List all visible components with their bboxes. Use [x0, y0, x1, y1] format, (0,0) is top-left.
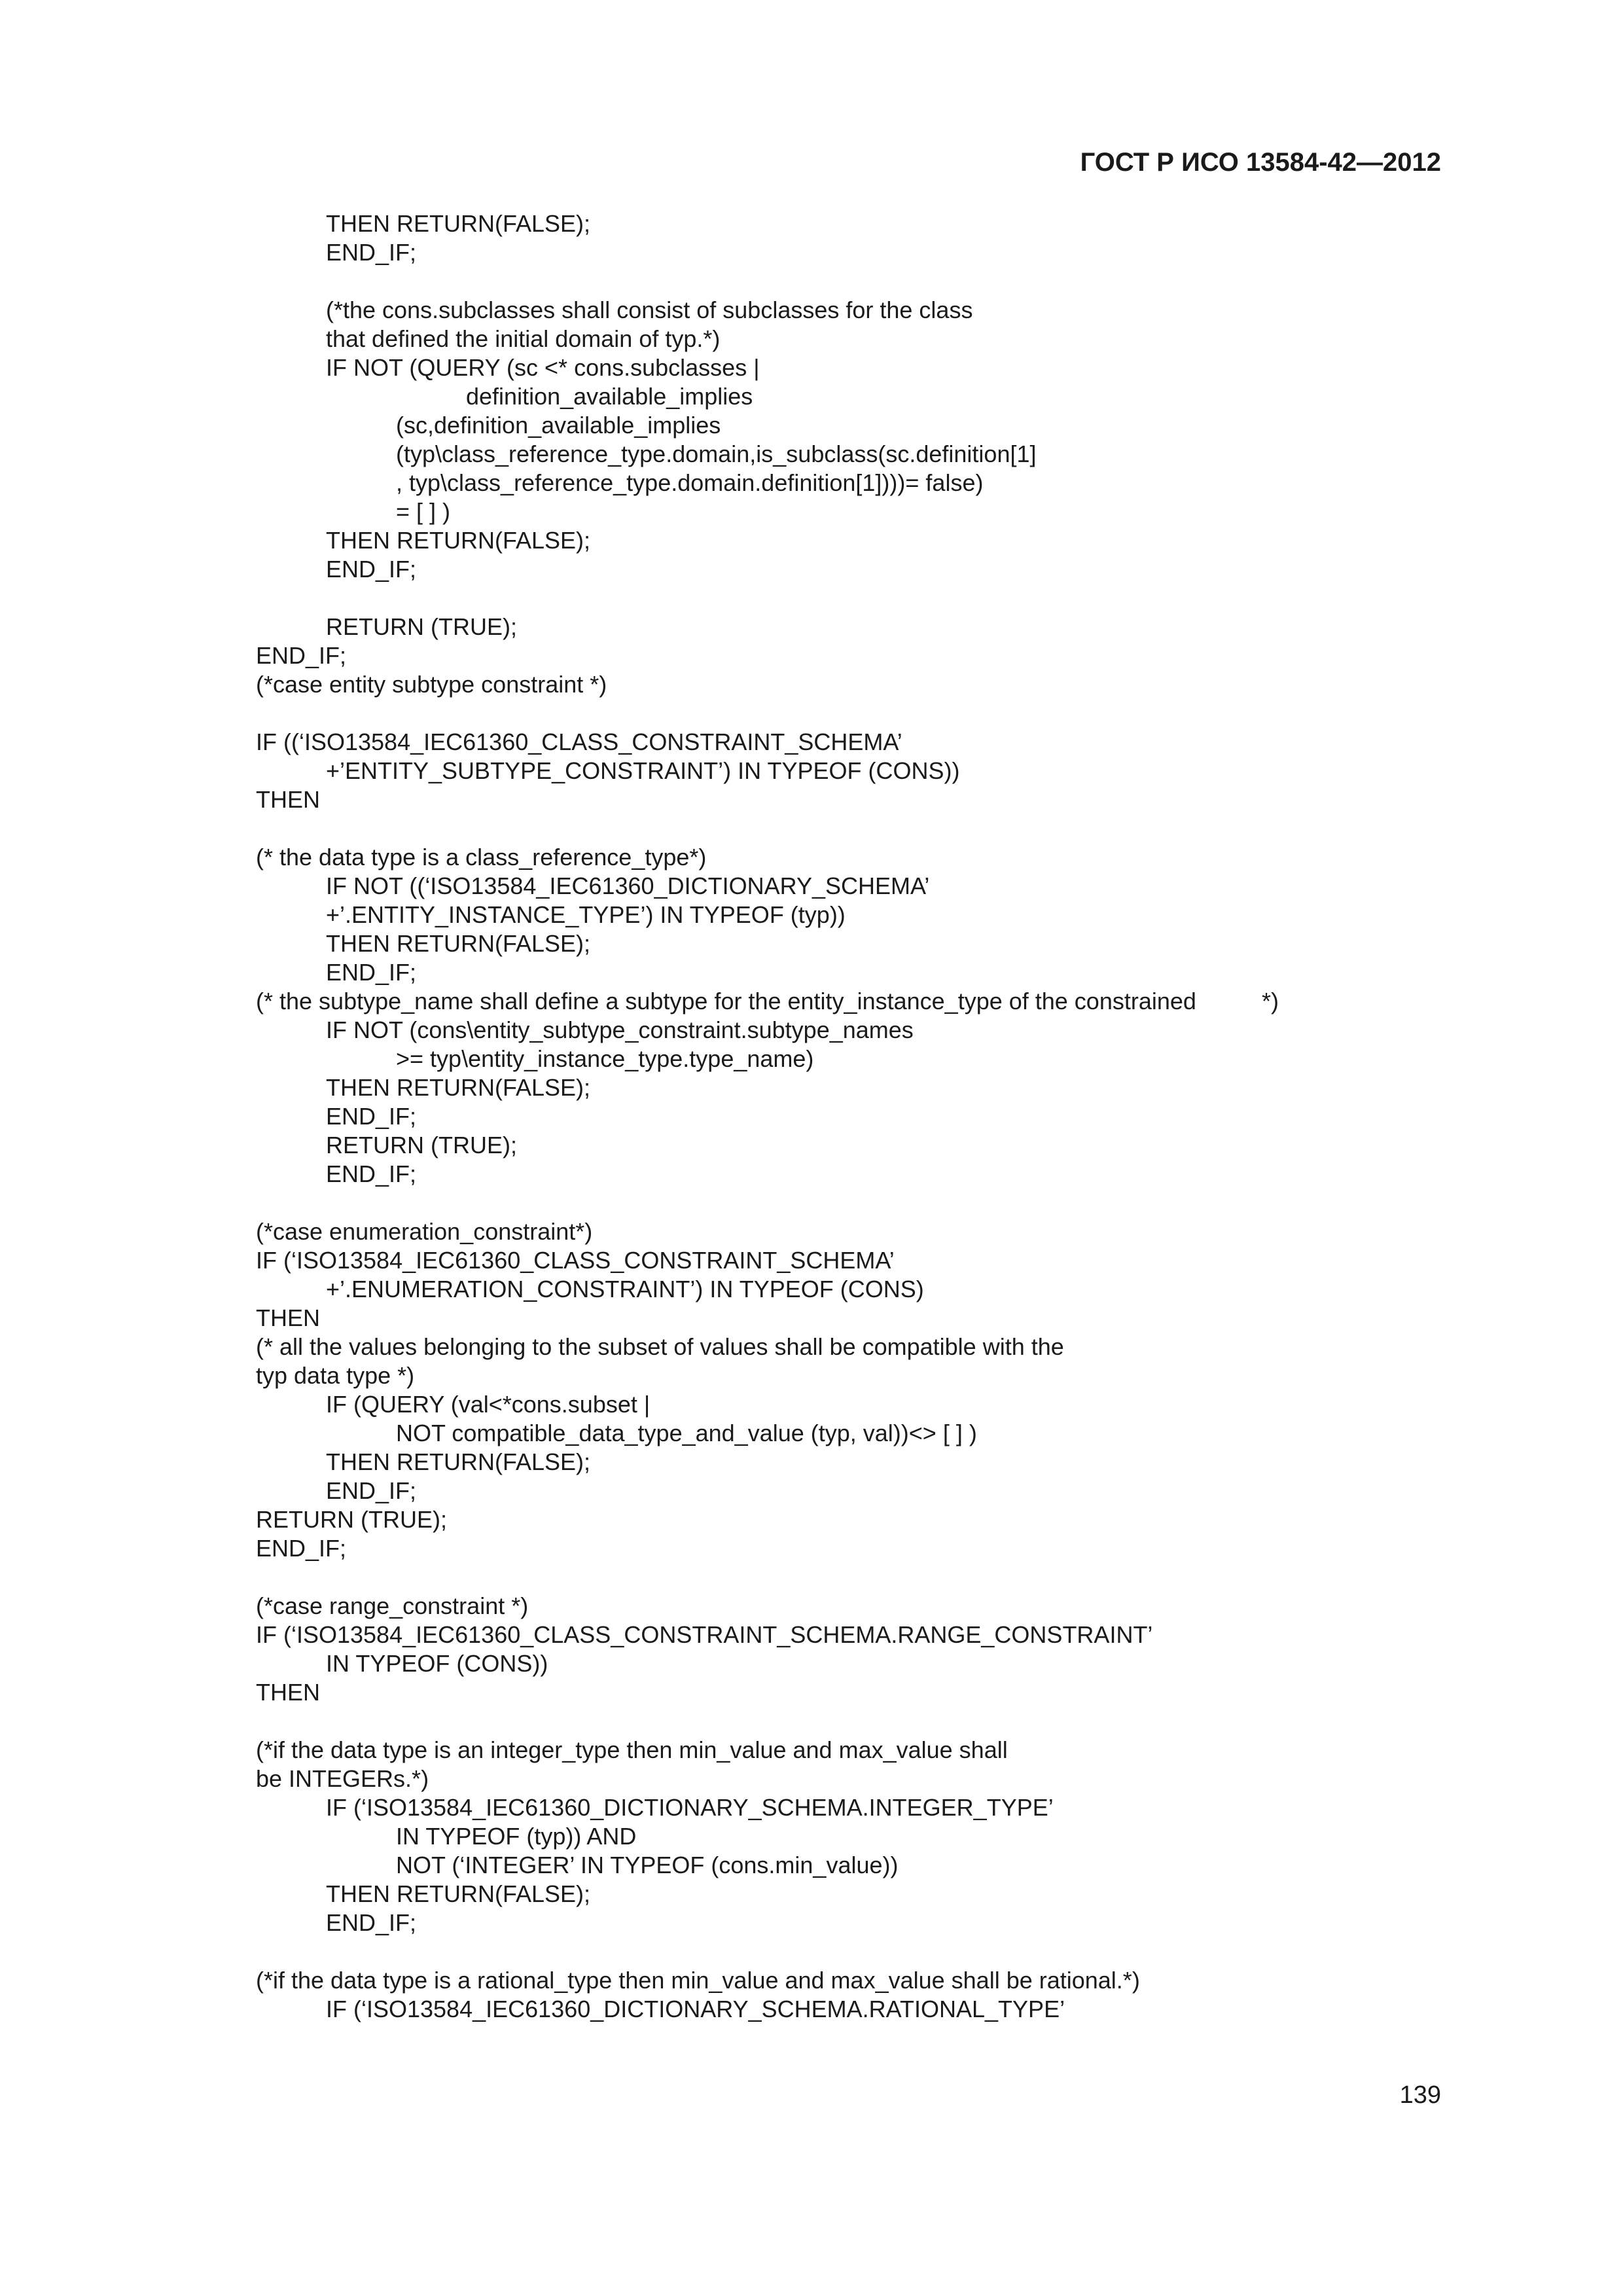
code-line: (* all the values belonging to the subset of values shall be compatible with the [256, 1333, 1064, 1360]
code-line: (*case enumeration_constraint*) [256, 1218, 593, 1245]
code-line: = [ ] ) [396, 498, 451, 525]
code-line: THEN [256, 786, 320, 813]
code-line: END_IF; [326, 1477, 417, 1504]
code-line: IF ((‘ISO13584_IEC61360_CLASS_CONSTRAINT_SCHEMA’ [256, 728, 902, 755]
code-line: , typ\class_reference_type.domain.definition[1])))= false) [396, 469, 984, 496]
code-line: END_IF; [326, 959, 417, 986]
code-line: RETURN (TRUE); [256, 1506, 447, 1533]
code-line: IF NOT ((‘ISO13584_IEC61360_DICTIONARY_SCHEMA’ [326, 872, 930, 899]
code-line: END_IF; [326, 1160, 417, 1187]
code-line: IF NOT (QUERY (sc <* cons.subclasses | [326, 354, 760, 381]
code-line: (*case range_constraint *) [256, 1592, 529, 1619]
code-line: IF (‘ISO13584_IEC61360_DICTIONARY_SCHEMA.INTEGER_TYPE’ [326, 1794, 1054, 1821]
code-line: IF (QUERY (val<*cons.subset | [326, 1391, 651, 1418]
document-header: ГОСТ Р ИСО 13584-42—2012 [1080, 148, 1441, 177]
code-line: (*if the data type is an integer_type then min_value and max_value shall [256, 1736, 1008, 1763]
code-line: THEN RETURN(FALSE); [326, 930, 591, 957]
code-line: END_IF; [256, 642, 347, 669]
code-line: END_IF; [326, 1103, 417, 1130]
code-line: typ data type *) [256, 1362, 415, 1389]
code-line: (*case entity subtype constraint *) [256, 671, 607, 698]
code-line: >= typ\entity_instance_type.type_name) [396, 1045, 814, 1072]
code-line: END_IF; [256, 1535, 347, 1562]
code-line: THEN [256, 1304, 320, 1331]
code-line: THEN [256, 1679, 320, 1706]
code-line: (sc,definition_available_implies [396, 412, 721, 439]
code-line: IF (‘ISO13584_IEC61360_CLASS_CONSTRAINT_SCHEMA’ [256, 1247, 895, 1274]
code-line: RETURN (TRUE); [326, 613, 517, 640]
code-line: +’.ENTITY_INSTANCE_TYPE’) IN TYPEOF (typ)) [326, 901, 846, 928]
code-line: definition_available_implies [466, 383, 753, 410]
code-line: that defined the initial domain of typ.*) [326, 325, 721, 352]
code-line: (*the cons.subclasses shall consist of subclasses for the class [326, 296, 973, 323]
code-line: (*if the data type is a rational_type then min_value and max_value shall be rational.*) [256, 1967, 1140, 1994]
code-line: THEN RETURN(FALSE); [326, 1448, 591, 1475]
code-line: (* the data type is a class_reference_type*) [256, 844, 707, 870]
code-line: IF NOT (cons\entity_subtype_constraint.subtype_names [326, 1016, 914, 1043]
code-line: IN TYPEOF (typ)) AND [396, 1823, 637, 1850]
code-line: IF (‘ISO13584_IEC61360_CLASS_CONSTRAINT_SCHEMA.RANGE_CONSTRAINT’ [256, 1621, 1153, 1648]
code-line: THEN RETURN(FALSE); [326, 210, 591, 237]
code-line: +’.ENUMERATION_CONSTRAINT’) IN TYPEOF (CONS) [326, 1276, 924, 1302]
code-line: NOT (‘INTEGER’ IN TYPEOF (cons.min_value)) [396, 1852, 899, 1878]
page-number: 139 [1399, 2081, 1441, 2109]
code-line: END_IF; [326, 239, 417, 266]
code-line: THEN RETURN(FALSE); [326, 1074, 591, 1101]
code-line: THEN RETURN(FALSE); [326, 527, 591, 554]
code-line: be INTEGERs.*) [256, 1765, 429, 1792]
code-line: NOT compatible_data_type_and_value (typ, val))<> [ ] ) [396, 1420, 977, 1446]
code-line: RETURN (TRUE); [326, 1132, 517, 1158]
code-line: +’ENTITY_SUBTYPE_CONSTRAINT’) IN TYPEOF (CONS)) [326, 757, 960, 784]
code-line: THEN RETURN(FALSE); [326, 1880, 591, 1907]
code-line: (typ\class_reference_type.domain,is_subclass(sc.definition[1] [396, 440, 1037, 467]
code-line: IF (‘ISO13584_IEC61360_DICTIONARY_SCHEMA.RATIONAL_TYPE’ [326, 1996, 1065, 2022]
code-line: (* the subtype_name shall define a subtype for the entity_instance_type of the constrained *) [256, 988, 1279, 1014]
code-line: END_IF; [326, 1909, 417, 1936]
code-line: IN TYPEOF (CONS)) [326, 1650, 548, 1677]
code-line: END_IF; [326, 556, 417, 583]
